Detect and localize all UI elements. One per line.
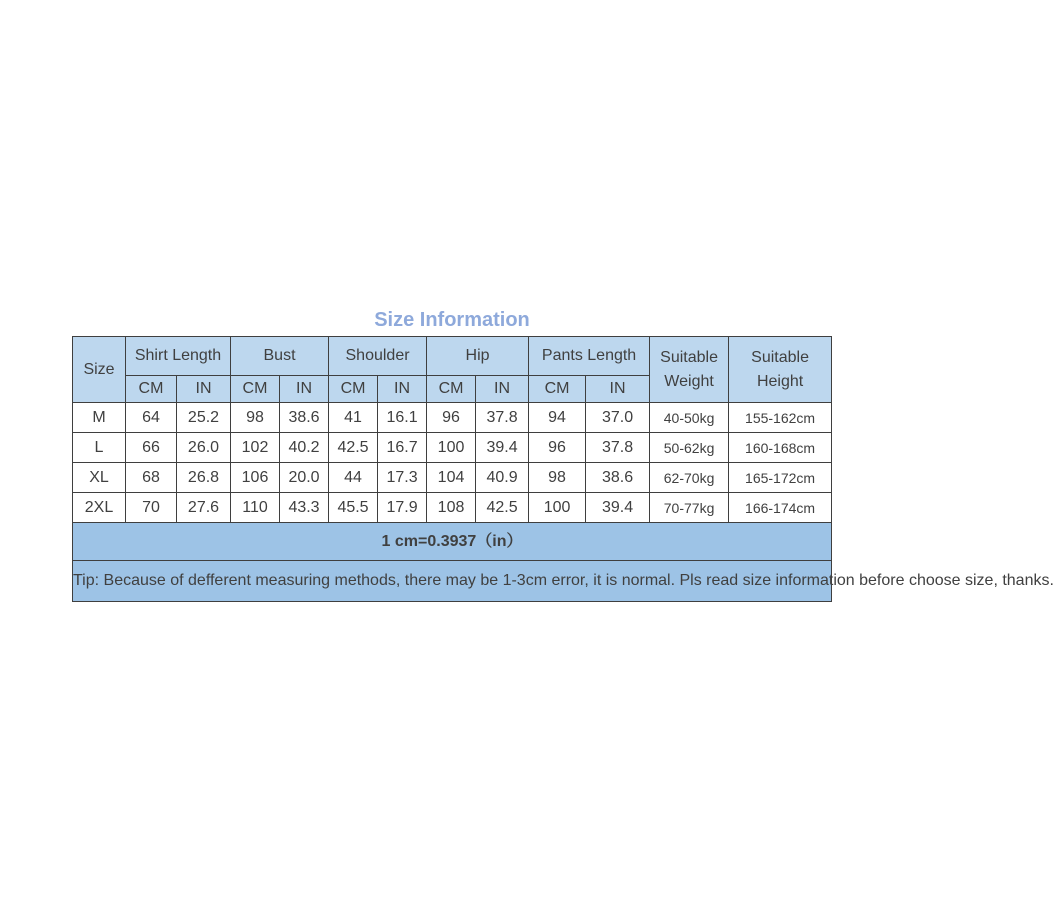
page-title: Size Information <box>374 309 530 331</box>
unit-in: IN <box>177 376 231 403</box>
table-row <box>73 463 832 493</box>
table-cell: 39.4 <box>476 433 529 463</box>
unit-cm: CM <box>126 376 177 403</box>
unit-cm: CM <box>427 376 476 403</box>
table-cell: 43.3 <box>280 493 329 523</box>
table-cell: 44 <box>329 463 378 493</box>
table-cell: 98 <box>231 403 280 433</box>
size-label: XL <box>73 463 126 493</box>
table-cell: 27.6 <box>177 493 231 523</box>
group-header-pants-length: Pants Length <box>529 337 650 376</box>
table-cell: 94 <box>529 403 586 433</box>
unit-in: IN <box>378 376 427 403</box>
table-cell: 108 <box>427 493 476 523</box>
group-header-shoulder: Shoulder <box>329 337 427 376</box>
table-cell: 110 <box>231 493 280 523</box>
size-label: L <box>73 433 126 463</box>
unit-cm: CM <box>231 376 280 403</box>
table-cell: 98 <box>529 463 586 493</box>
table-cell: 68 <box>126 463 177 493</box>
table-cell: 37.0 <box>586 403 650 433</box>
table-cell: 20.0 <box>280 463 329 493</box>
group-header-hip: Hip <box>427 337 529 376</box>
tip-note: Tip: Because of defferent measuring methods, there may be 1-3cm error, it is normal. Pls read size information before choose size, thanks. <box>73 561 832 602</box>
weight-cell: 62-70kg <box>650 463 729 493</box>
table-cell: 41 <box>329 403 378 433</box>
table-cell: 17.3 <box>378 463 427 493</box>
table-cell: 17.9 <box>378 493 427 523</box>
table-cell: 26.8 <box>177 463 231 493</box>
table-cell: 40.9 <box>476 463 529 493</box>
table-cell: 106 <box>231 463 280 493</box>
height-cell: 155-162cm <box>729 403 832 433</box>
table-cell: 102 <box>231 433 280 463</box>
weight-header: Suitable Weight <box>650 337 729 403</box>
group-header-bust: Bust <box>231 337 329 376</box>
height-cell: 165-172cm <box>729 463 832 493</box>
table-cell: 96 <box>427 403 476 433</box>
weight-cell: 40-50kg <box>650 403 729 433</box>
table-cell: 38.6 <box>586 463 650 493</box>
table-cell: 25.2 <box>177 403 231 433</box>
table-cell: 16.1 <box>378 403 427 433</box>
table-cell: 96 <box>529 433 586 463</box>
table-cell: 37.8 <box>476 403 529 433</box>
table-cell: 26.0 <box>177 433 231 463</box>
weight-cell: 50-62kg <box>650 433 729 463</box>
size-header: Size <box>73 337 126 403</box>
table-row <box>73 433 832 463</box>
table-cell: 39.4 <box>586 493 650 523</box>
group-header-shirt-length: Shirt Length <box>126 337 231 376</box>
header-row-groups <box>73 337 832 376</box>
table-cell: 100 <box>529 493 586 523</box>
weight-cell: 70-77kg <box>650 493 729 523</box>
table-cell: 104 <box>427 463 476 493</box>
table-row <box>73 403 832 433</box>
table-cell: 42.5 <box>329 433 378 463</box>
conversion-row <box>73 523 832 561</box>
table-cell: 38.6 <box>280 403 329 433</box>
unit-in: IN <box>586 376 650 403</box>
size-table <box>72 336 1054 602</box>
height-cell: 160-168cm <box>729 433 832 463</box>
size-label: 2XL <box>73 493 126 523</box>
conversion-note: 1 cm=0.3937（in） <box>73 523 832 561</box>
unit-cm: CM <box>329 376 378 403</box>
table-cell: 70 <box>126 493 177 523</box>
height-header: Suitable Height <box>729 337 832 403</box>
table-cell: 37.8 <box>586 433 650 463</box>
table-cell: 40.2 <box>280 433 329 463</box>
table-cell: 42.5 <box>476 493 529 523</box>
table-cell: 100 <box>427 433 476 463</box>
table-cell: 16.7 <box>378 433 427 463</box>
unit-cm: CM <box>529 376 586 403</box>
size-label: M <box>73 403 126 433</box>
unit-in: IN <box>280 376 329 403</box>
height-cell: 166-174cm <box>729 493 832 523</box>
table-cell: 64 <box>126 403 177 433</box>
unit-in: IN <box>476 376 529 403</box>
table-cell: 66 <box>126 433 177 463</box>
tip-row <box>73 561 832 602</box>
table-row <box>73 493 832 523</box>
table-cell: 45.5 <box>329 493 378 523</box>
